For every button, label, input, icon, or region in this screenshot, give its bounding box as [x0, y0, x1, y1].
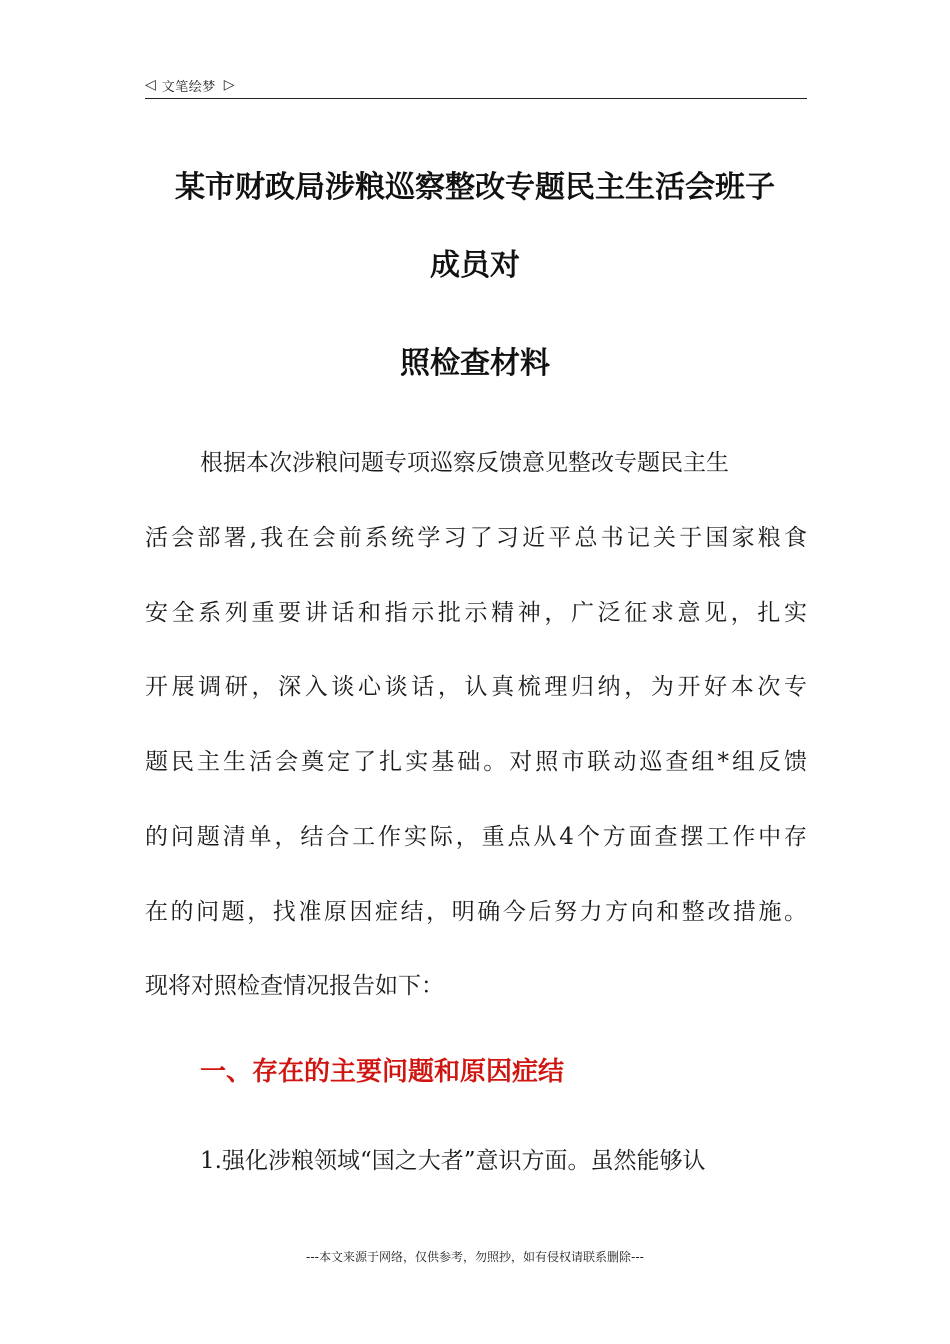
intro-paragraph-line-6: 的问题清单，结合工作实际，重点从4个方面查摆工作中存	[145, 824, 807, 850]
intro-paragraph-line-5: 题民主生活会奠定了扎实基础。对照市联动巡查组*组反馈	[145, 749, 807, 775]
page-header	[145, 72, 807, 99]
document-title-line-1: 某市财政局涉粮巡察整改专题民主生活会班子	[175, 170, 775, 205]
document-title-line-2: 成员对	[430, 248, 520, 283]
left-triangle-icon: ◁	[145, 77, 156, 93]
header-brand: 文笔绘梦	[161, 79, 216, 95]
intro-paragraph-line-2: 活会部署,我在会前系统学习了习近平总书记关于国家粮食	[145, 525, 807, 551]
intro-paragraph-line-4: 开展调研，深入谈心谈话，认真梳理归纳，为开好本次专	[145, 674, 807, 700]
intro-paragraph-line-1: 根据本次涉粮问题专项巡察反馈意见整改专题民主生	[200, 450, 729, 476]
intro-paragraph-line-8: 现将对照检查情况报告如下：	[145, 973, 444, 999]
item-1-line: 1.强化涉粮领域“国之大者”意识方面。虽然能够认	[200, 1148, 706, 1174]
right-triangle-icon: ▷	[223, 77, 235, 93]
intro-paragraph-line-7: 在的问题，找准原因症结，明确今后努力方向和整改措施。	[145, 899, 807, 925]
document-title-line-3: 照检查材料	[400, 346, 550, 381]
footer-disclaimer: ---本文来源于网络，仅供参考，勿照抄，如有侵权请联系删除---	[306, 1250, 644, 1264]
intro-paragraph-line-3: 安全系列重要讲话和指示批示精神，广泛征求意见，扎实	[145, 600, 807, 626]
section-heading-1: 一、存在的主要问题和原因症结	[200, 1057, 565, 1087]
